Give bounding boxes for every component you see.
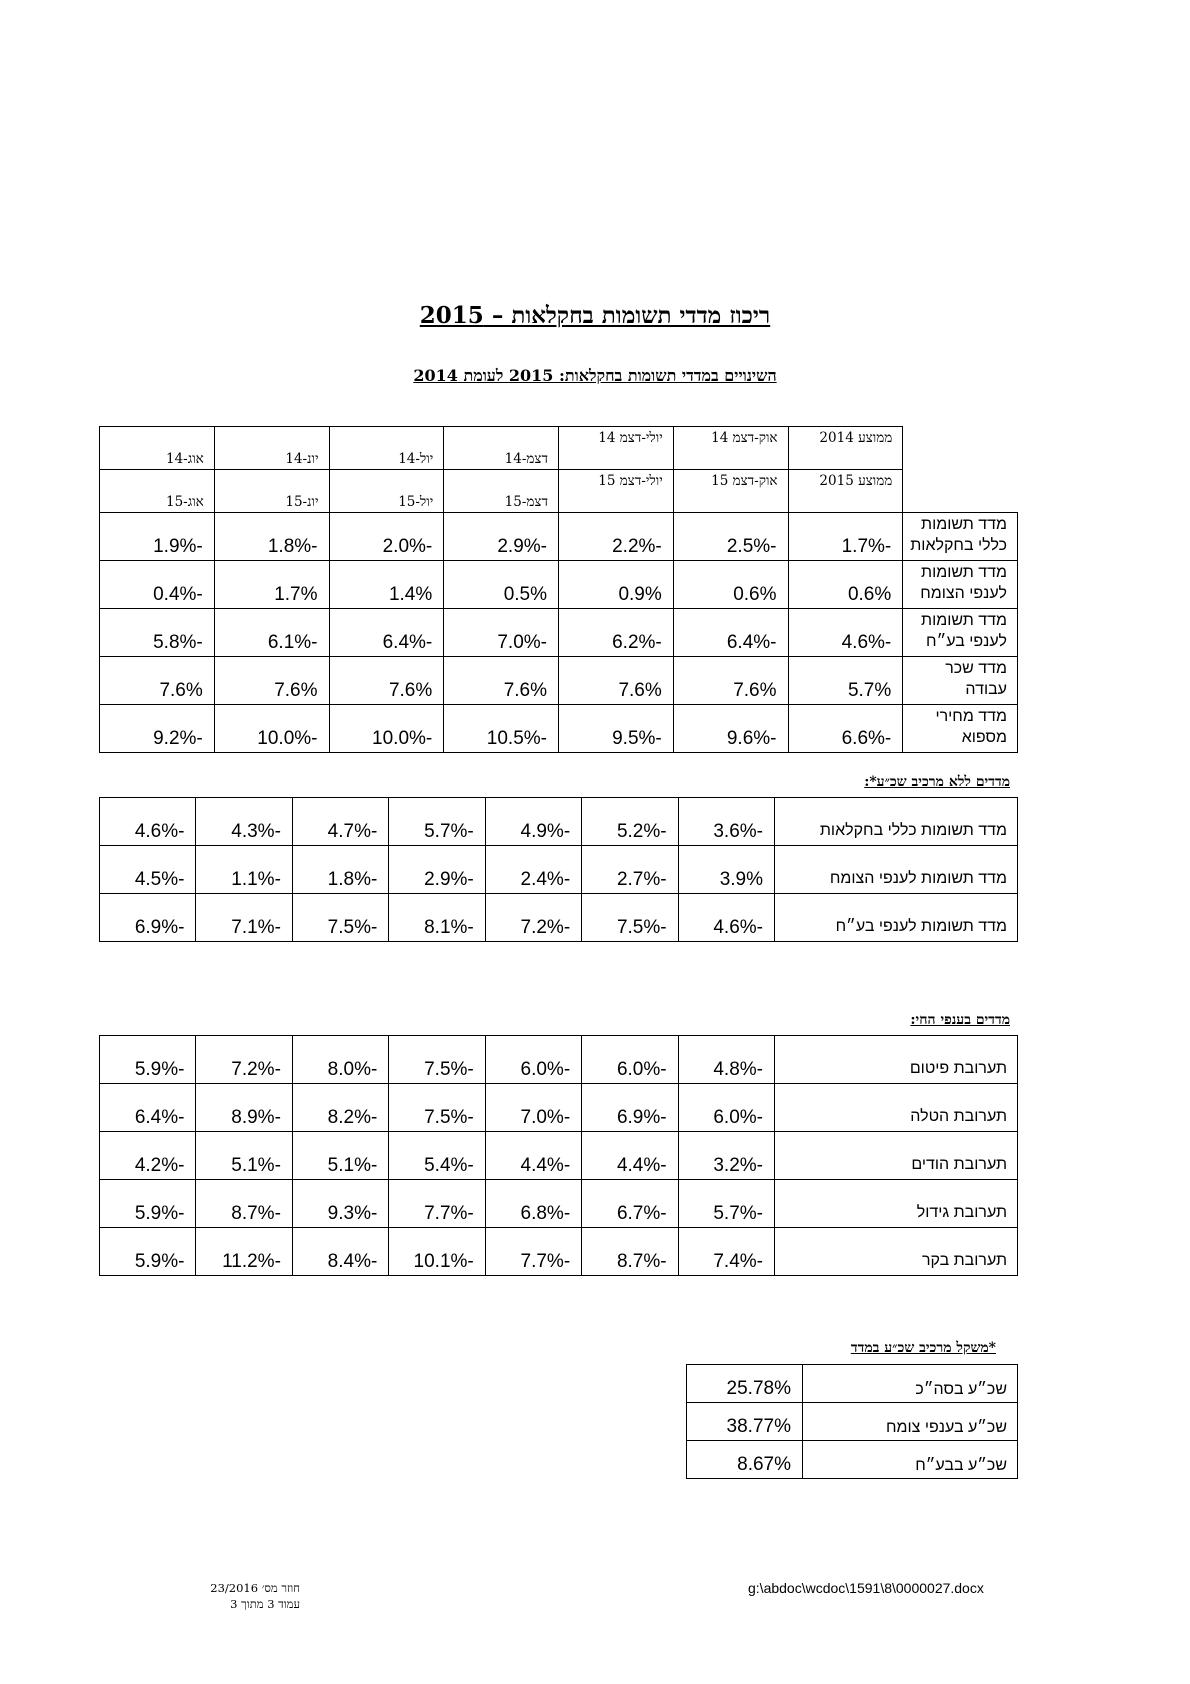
value-cell: -7.7%: [485, 1228, 581, 1276]
page-number: עמוד 3 מתוך 3: [230, 1597, 300, 1611]
value-cell: -10.0%: [329, 705, 444, 753]
value-cell: -7.5%: [582, 894, 678, 942]
header-cell: יולי-דצמ 15: [559, 470, 674, 513]
value-cell: 7.6%: [559, 657, 674, 705]
value-cell: -1.8%: [214, 513, 329, 561]
value-cell: -6.7%: [582, 1180, 678, 1228]
changes-table: [99, 426, 1018, 753]
header-cell: דצמ-15: [444, 470, 559, 513]
value-cell: -4.8%: [678, 1036, 774, 1084]
value-cell: -7.0%: [444, 609, 559, 657]
row-label: תערובת הטלה: [775, 1084, 1018, 1132]
table-row: [100, 561, 1018, 609]
value-cell: -6.2%: [559, 609, 674, 657]
row-label: תערובת גידול: [775, 1180, 1018, 1228]
weight-row: [687, 1441, 1018, 1479]
value-cell: -5.9%: [100, 1036, 196, 1084]
weight-row: [687, 1403, 1018, 1441]
header-cell: אוג-14: [100, 427, 215, 470]
value-cell: -6.8%: [485, 1180, 581, 1228]
value-cell: -2.2%: [559, 513, 674, 561]
value-cell: -8.2%: [292, 1084, 388, 1132]
value-cell: -4.9%: [485, 798, 581, 846]
weight-label: שכ״ע בענפי צומח: [803, 1403, 1018, 1441]
value-cell: -10.1%: [389, 1228, 485, 1276]
value-cell: -6.9%: [100, 894, 196, 942]
table-row: [100, 894, 1018, 942]
table-row: [100, 1084, 1018, 1132]
weights-heading: *משקל מרכיב שכ״ע במדד: [850, 1340, 996, 1356]
table-row: [100, 513, 1018, 561]
row-label: מדד תשומות כללי בחקלאות: [903, 513, 1018, 561]
value-cell: -8.7%: [196, 1180, 292, 1228]
value-cell: -6.0%: [485, 1036, 581, 1084]
table-row: [100, 1132, 1018, 1180]
value-cell: -7.1%: [196, 894, 292, 942]
value-cell: 7.6%: [100, 657, 215, 705]
value-cell: -6.4%: [673, 609, 788, 657]
value-cell: -5.8%: [100, 609, 215, 657]
value-cell: -6.0%: [582, 1036, 678, 1084]
header-cell: אוק-דצמ 14: [673, 427, 788, 470]
row-label: מדד שכר עבודה: [903, 657, 1018, 705]
value-cell: -8.7%: [582, 1228, 678, 1276]
row-label: מדד מחירי מספוא: [903, 705, 1018, 753]
value-cell: -5.1%: [292, 1132, 388, 1180]
value-cell: -4.6%: [678, 894, 774, 942]
value-cell: -4.2%: [100, 1132, 196, 1180]
row-label: מדד תשומות לענפי בע״ח: [775, 894, 1018, 942]
header-cell: אוק-דצמ 15: [673, 470, 788, 513]
value-cell: -7.5%: [389, 1036, 485, 1084]
row-label: תערובת בקר: [775, 1228, 1018, 1276]
header-cell: ממוצע 2014: [788, 427, 903, 470]
value-cell: -0.4%: [100, 561, 215, 609]
no-wages-table: [99, 797, 1018, 942]
header-row-2014: [100, 427, 1018, 470]
value-cell: -2.0%: [329, 513, 444, 561]
value-cell: -10.5%: [444, 705, 559, 753]
table-row: [100, 657, 1018, 705]
weights-table: [686, 1364, 1018, 1479]
value-cell: -7.2%: [196, 1036, 292, 1084]
row-label: תערובת פיטום: [775, 1036, 1018, 1084]
header-cell: יונ-14: [214, 427, 329, 470]
table-row: [100, 1228, 1018, 1276]
value-cell: -6.0%: [678, 1084, 774, 1132]
header-cell: יול-15: [329, 470, 444, 513]
value-cell: -7.5%: [292, 894, 388, 942]
page-subtitle: השינויים במדדי תשומות בחקלאות: 2015 לעומת 2014: [413, 366, 777, 385]
value-cell: -1.8%: [292, 846, 388, 894]
header-cell: דצמ-14: [444, 427, 559, 470]
value-cell: -11.2%: [196, 1228, 292, 1276]
value-cell: -5.4%: [389, 1132, 485, 1180]
value-cell: -7.0%: [485, 1084, 581, 1132]
value-cell: -6.9%: [582, 1084, 678, 1132]
value-cell: -2.7%: [582, 846, 678, 894]
value-cell: -5.9%: [100, 1180, 196, 1228]
row-label: מדד תשומות לענפי הצומח: [903, 561, 1018, 609]
value-cell: -10.0%: [214, 705, 329, 753]
weight-row: [687, 1365, 1018, 1403]
value-cell: 5.7%: [788, 657, 903, 705]
weight-value: 8.67%: [687, 1441, 803, 1479]
value-cell: -7.2%: [485, 894, 581, 942]
value-cell: -1.1%: [196, 846, 292, 894]
value-cell: -9.5%: [559, 705, 674, 753]
table-row: [100, 705, 1018, 753]
value-cell: -5.1%: [196, 1132, 292, 1180]
value-cell: -5.7%: [678, 1180, 774, 1228]
footer-info: [180, 1580, 300, 1612]
table-row: [100, 798, 1018, 846]
table-row: [100, 1036, 1018, 1084]
value-cell: -1.7%: [788, 513, 903, 561]
value-cell: -4.4%: [582, 1132, 678, 1180]
header-cell: יול-14: [329, 427, 444, 470]
livestock-table: [99, 1035, 1018, 1276]
value-cell: -4.4%: [485, 1132, 581, 1180]
value-cell: 1.7%: [214, 561, 329, 609]
value-cell: -8.1%: [389, 894, 485, 942]
value-cell: -6.1%: [214, 609, 329, 657]
value-cell: -8.0%: [292, 1036, 388, 1084]
no-wages-heading: מדדים ללא מרכיב שכ״ע*:: [864, 774, 1010, 790]
value-cell: 0.6%: [673, 561, 788, 609]
value-cell: 1.4%: [329, 561, 444, 609]
value-cell: -9.2%: [100, 705, 215, 753]
value-cell: -9.6%: [673, 705, 788, 753]
value-cell: -6.4%: [329, 609, 444, 657]
weight-value: 38.77%: [687, 1403, 803, 1441]
value-cell: 0.9%: [559, 561, 674, 609]
value-cell: -8.9%: [196, 1084, 292, 1132]
value-cell: -2.9%: [389, 846, 485, 894]
header-cell: יולי-דצמ 14: [559, 427, 674, 470]
header-cell: יונ-15: [214, 470, 329, 513]
row-label: מדד תשומות לענפי בע״ח: [903, 609, 1018, 657]
row-label: מדד תשומות כללי בחקלאות: [775, 798, 1018, 846]
value-cell: -4.7%: [292, 798, 388, 846]
value-cell: -3.6%: [678, 798, 774, 846]
weight-value: 25.78%: [687, 1365, 803, 1403]
value-cell: -9.3%: [292, 1180, 388, 1228]
value-cell: 7.6%: [214, 657, 329, 705]
row-label: מדד תשומות לענפי הצומח: [775, 846, 1018, 894]
value-cell: 7.6%: [329, 657, 444, 705]
header-cell: ממוצע 2015: [788, 470, 903, 513]
value-cell: -2.4%: [485, 846, 581, 894]
value-cell: -6.4%: [100, 1084, 196, 1132]
header-row-2015: [100, 470, 1018, 513]
value-cell: -7.5%: [389, 1084, 485, 1132]
page-title: ריכוז מדדי תשומות בחקלאות – 2015: [419, 302, 771, 329]
row-label: תערובת הודים: [775, 1132, 1018, 1180]
livestock-heading: מדדים בענפי החי:: [910, 1012, 1010, 1028]
header-cell: אוג-15: [100, 470, 215, 513]
weight-label: שכ״ע בבע״ח: [803, 1441, 1018, 1479]
value-cell: -5.2%: [582, 798, 678, 846]
value-cell: -5.9%: [100, 1228, 196, 1276]
table-row: [100, 609, 1018, 657]
value-cell: -7.7%: [389, 1180, 485, 1228]
value-cell: -1.9%: [100, 513, 215, 561]
value-cell: 0.5%: [444, 561, 559, 609]
header-corner: [903, 427, 1018, 470]
value-cell: -4.3%: [196, 798, 292, 846]
value-cell: -3.2%: [678, 1132, 774, 1180]
value-cell: -7.4%: [678, 1228, 774, 1276]
value-cell: -8.4%: [292, 1228, 388, 1276]
value-cell: -4.6%: [100, 798, 196, 846]
value-cell: -4.5%: [100, 846, 196, 894]
circular-number: חוזר מס׳ 23/2016: [210, 1581, 300, 1595]
value-cell: 7.6%: [673, 657, 788, 705]
value-cell: 3.9%: [678, 846, 774, 894]
table-row: [100, 846, 1018, 894]
weight-label: שכ״ע בסה״כ: [803, 1365, 1018, 1403]
value-cell: -4.6%: [788, 609, 903, 657]
document-path: g:\abdoc\wcdoc\1591\8\0000027.docx: [748, 1580, 984, 1596]
value-cell: -5.7%: [389, 798, 485, 846]
value-cell: 0.6%: [788, 561, 903, 609]
value-cell: -6.6%: [788, 705, 903, 753]
table-row: [100, 1180, 1018, 1228]
value-cell: -2.5%: [673, 513, 788, 561]
header-corner: [903, 470, 1018, 513]
value-cell: -2.9%: [444, 513, 559, 561]
value-cell: 7.6%: [444, 657, 559, 705]
